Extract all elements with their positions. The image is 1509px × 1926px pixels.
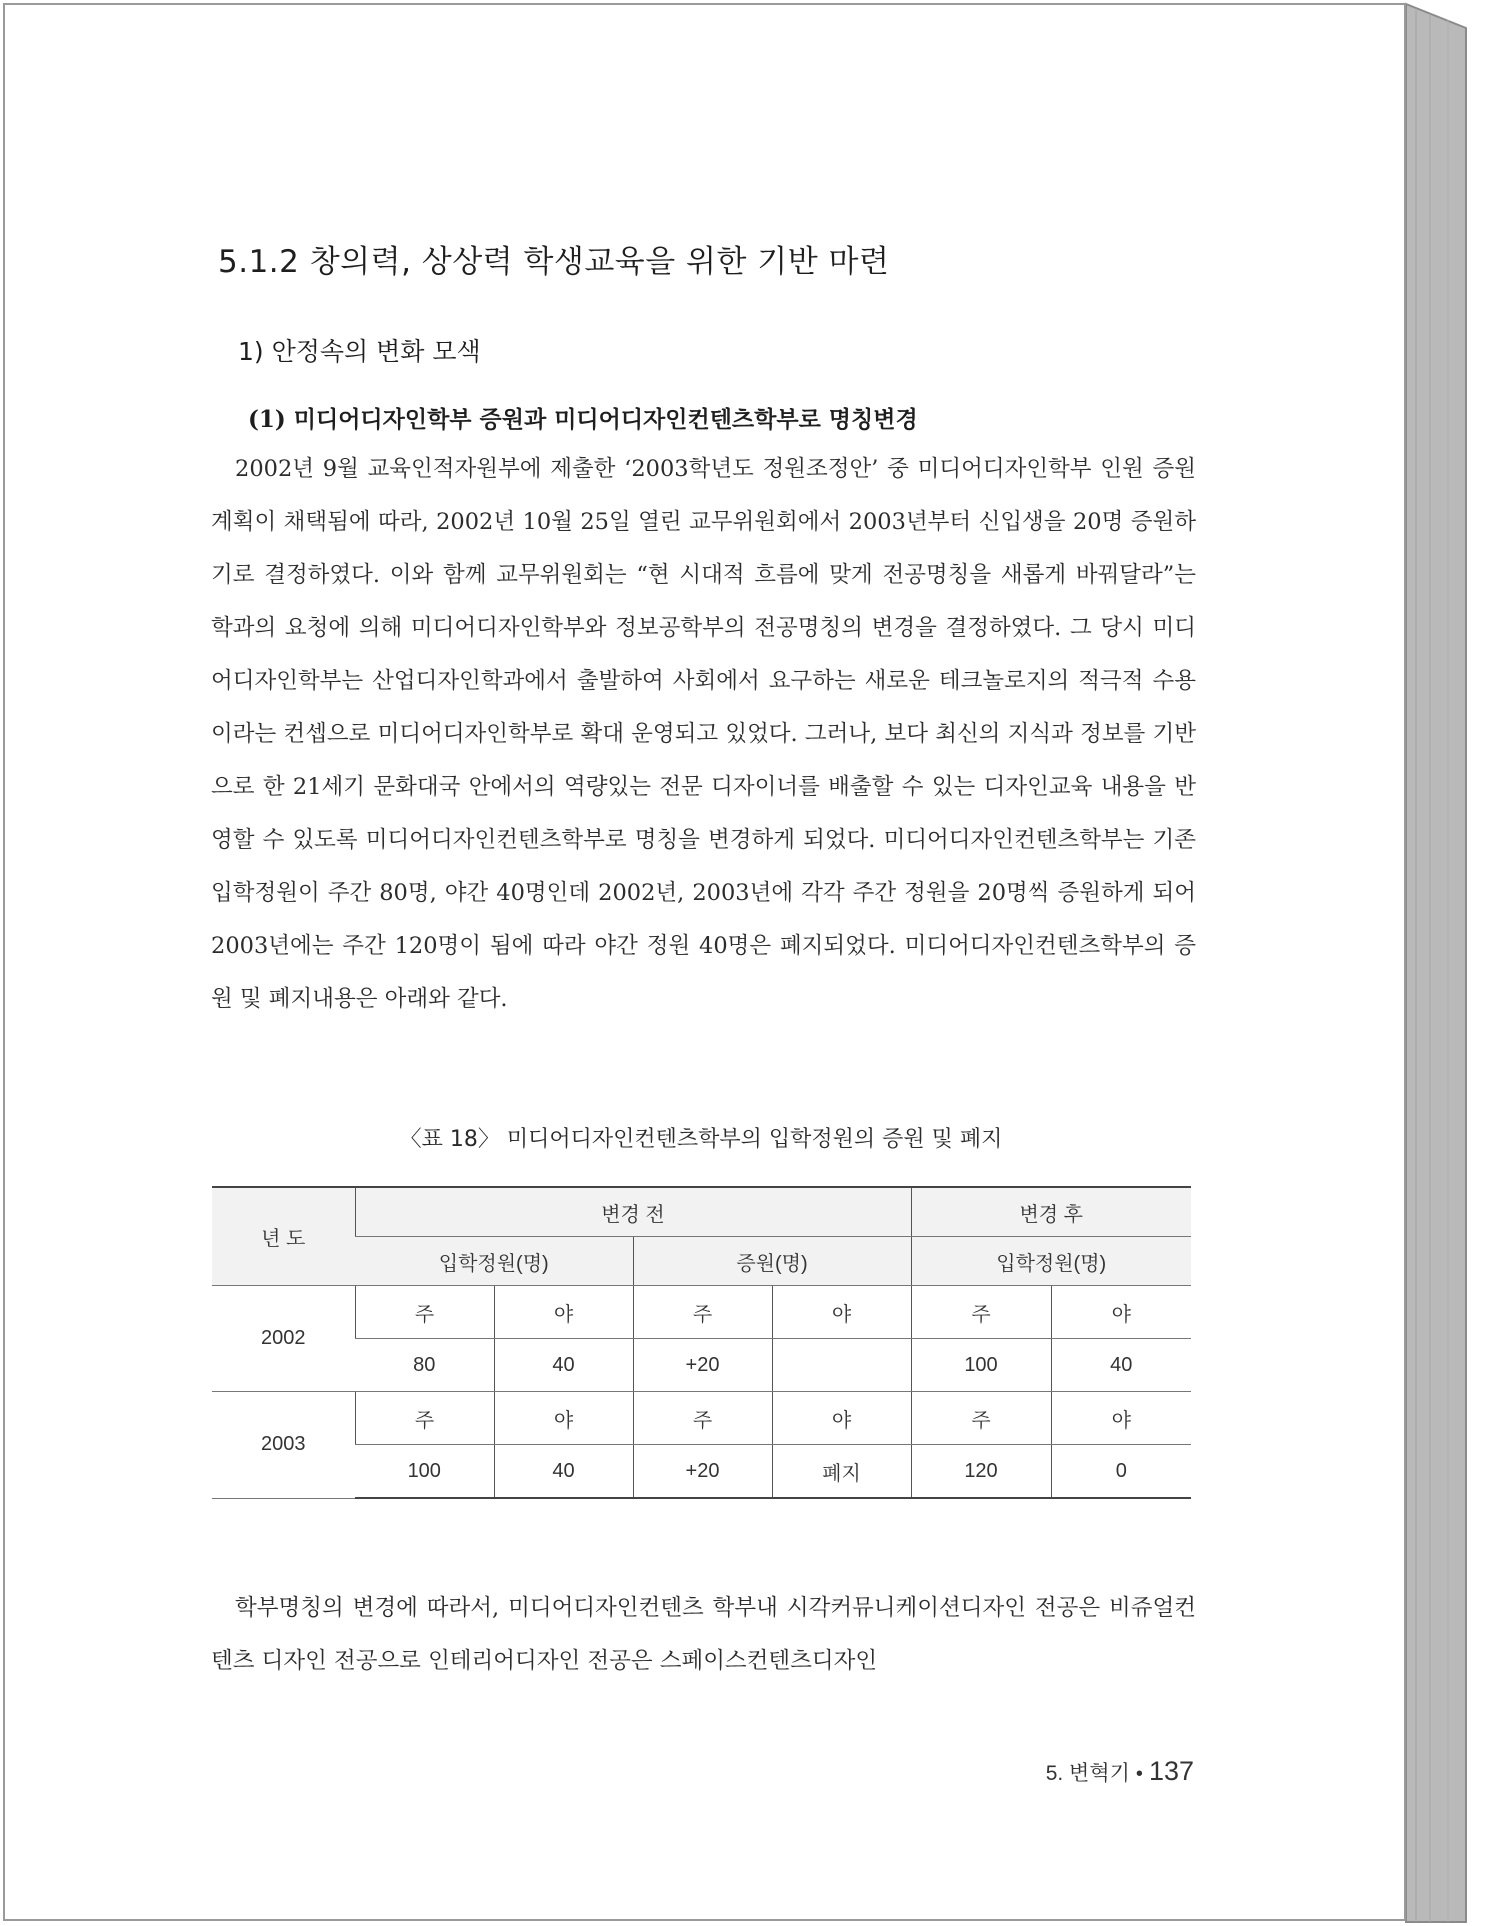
day-label: 주: [911, 1286, 1051, 1339]
table-row: [212, 1445, 1191, 1499]
admission-quota-after-header: 입학정원(명): [911, 1237, 1191, 1286]
table-cell: 120: [911, 1445, 1051, 1499]
night-label: 야: [1051, 1392, 1191, 1445]
night-label: 야: [772, 1392, 911, 1445]
page-number: 137: [1148, 1756, 1194, 1786]
body-paragraph-2: 학부명칭의 변경에 따라서, 미디어디자인컨텐츠 학부내 시각커뮤니케이션디자인 전공은 비쥬얼컨텐츠 디자인 전공으로 인테리어디자인 전공은 스페이스컨텐츠디자인: [211, 1595, 1196, 1674]
admission-quota-table: [212, 1186, 1191, 1499]
day-label: 주: [633, 1286, 772, 1339]
year-cell: 2003: [212, 1392, 355, 1499]
day-label: 주: [911, 1392, 1051, 1445]
section-title: 5.1.2 창의력, 상상력 학생교육을 위한 기반 마련: [218, 244, 890, 280]
table-cell: 100: [355, 1445, 494, 1499]
after-change-header: 변경 후: [911, 1187, 1191, 1237]
night-label: 야: [772, 1286, 911, 1339]
table-cell: 0: [1051, 1445, 1191, 1499]
page-footer: [1046, 1756, 1194, 1787]
table-header-row-2: [212, 1237, 1191, 1286]
body-paragraph-1: 2002년 9월 교육인적자원부에 제출한 ‘2003학년도 정원조정안’ 중 미디어디자인학부 인원 증원계획이 채택됨에 따라, 2002년 10월 25일 열린 교무위원회에서 2003년부터 신입생을 20명 증원하기로 결정하였다. 이와 함께 교무위원회는 “현 시대적 흐름에 맞게 전공명칭을 새롭게 바꿔달라”는 학과의 요청에 의해 미디어디자인학부와 정보공학부의 전공명칭의 변경을 결정하였다. 그 당시 미디어디자인학부는 산업디자인학과에서 출발하여 사회에서 요구하는 새로운 테크놀로지의 적극적 수용이라는 컨셉으로 미디어디자인학부로 확대 운영되고 있었다. 그러나, 보다 최신의 지식과 정보를 기반으로 한 21세기 문화대국 안에서의 역량있는 전문 디자이너를 배출할 수 있는 디자인교육 내용을 반영할 수 있도록 미디어디자인컨텐츠학부로 명칭을 변경하게 되었다. 미디어디자인컨텐츠학부는 기존 입학정원이 주간 80명, 야간 40명인데 2002년, 2003년에 각각 주간 정원을 20명씩 증원하게 되어 2003년에는 주간 120명이 됨에 따라 야간 정원 40명은 폐지되었다. 미디어디자인컨텐츠학부의 증원 및 폐지내용은 아래와 같다.: [211, 456, 1196, 1012]
table-cell: 40: [1051, 1339, 1191, 1392]
table-row: [212, 1339, 1191, 1392]
table-header-row-1: [212, 1187, 1191, 1237]
table-cell: +20: [633, 1339, 772, 1392]
footer-chapter: 5. 변혁기: [1045, 1762, 1130, 1785]
table-row: [212, 1392, 1191, 1445]
night-label: 야: [494, 1392, 633, 1445]
table-cell: +20: [633, 1445, 772, 1499]
night-label: 야: [1051, 1286, 1191, 1339]
day-label: 주: [355, 1392, 494, 1445]
before-change-header: 변경 전: [355, 1187, 911, 1237]
admission-quota-header: 입학정원(명): [355, 1237, 633, 1286]
subsubsection-title: (1) 미디어디자인학부 증원과 미디어디자인컨텐츠학부로 명칭변경: [248, 406, 918, 433]
table-row: [212, 1286, 1191, 1339]
table-caption: 〈표 18〉 미디어디자인컨텐츠학부의 입학정원의 증원 및 폐지: [399, 1127, 1003, 1152]
table-cell: 40: [494, 1445, 633, 1499]
table-cell: 100: [911, 1339, 1051, 1392]
table-cell: 40: [494, 1339, 633, 1392]
day-label: 주: [633, 1392, 772, 1445]
year-cell: 2002: [212, 1286, 355, 1392]
subsection-title: 1) 안정속의 변화 모색: [238, 337, 481, 366]
day-label: 주: [355, 1286, 494, 1339]
increase-header: 증원(명): [633, 1237, 911, 1286]
table-cell: 80: [355, 1339, 494, 1392]
table-cell: 폐지: [772, 1445, 911, 1499]
night-label: 야: [494, 1286, 633, 1339]
table-cell: [772, 1339, 911, 1392]
year-header: 년 도: [212, 1187, 355, 1286]
footer-separator: •: [1135, 1763, 1143, 1785]
